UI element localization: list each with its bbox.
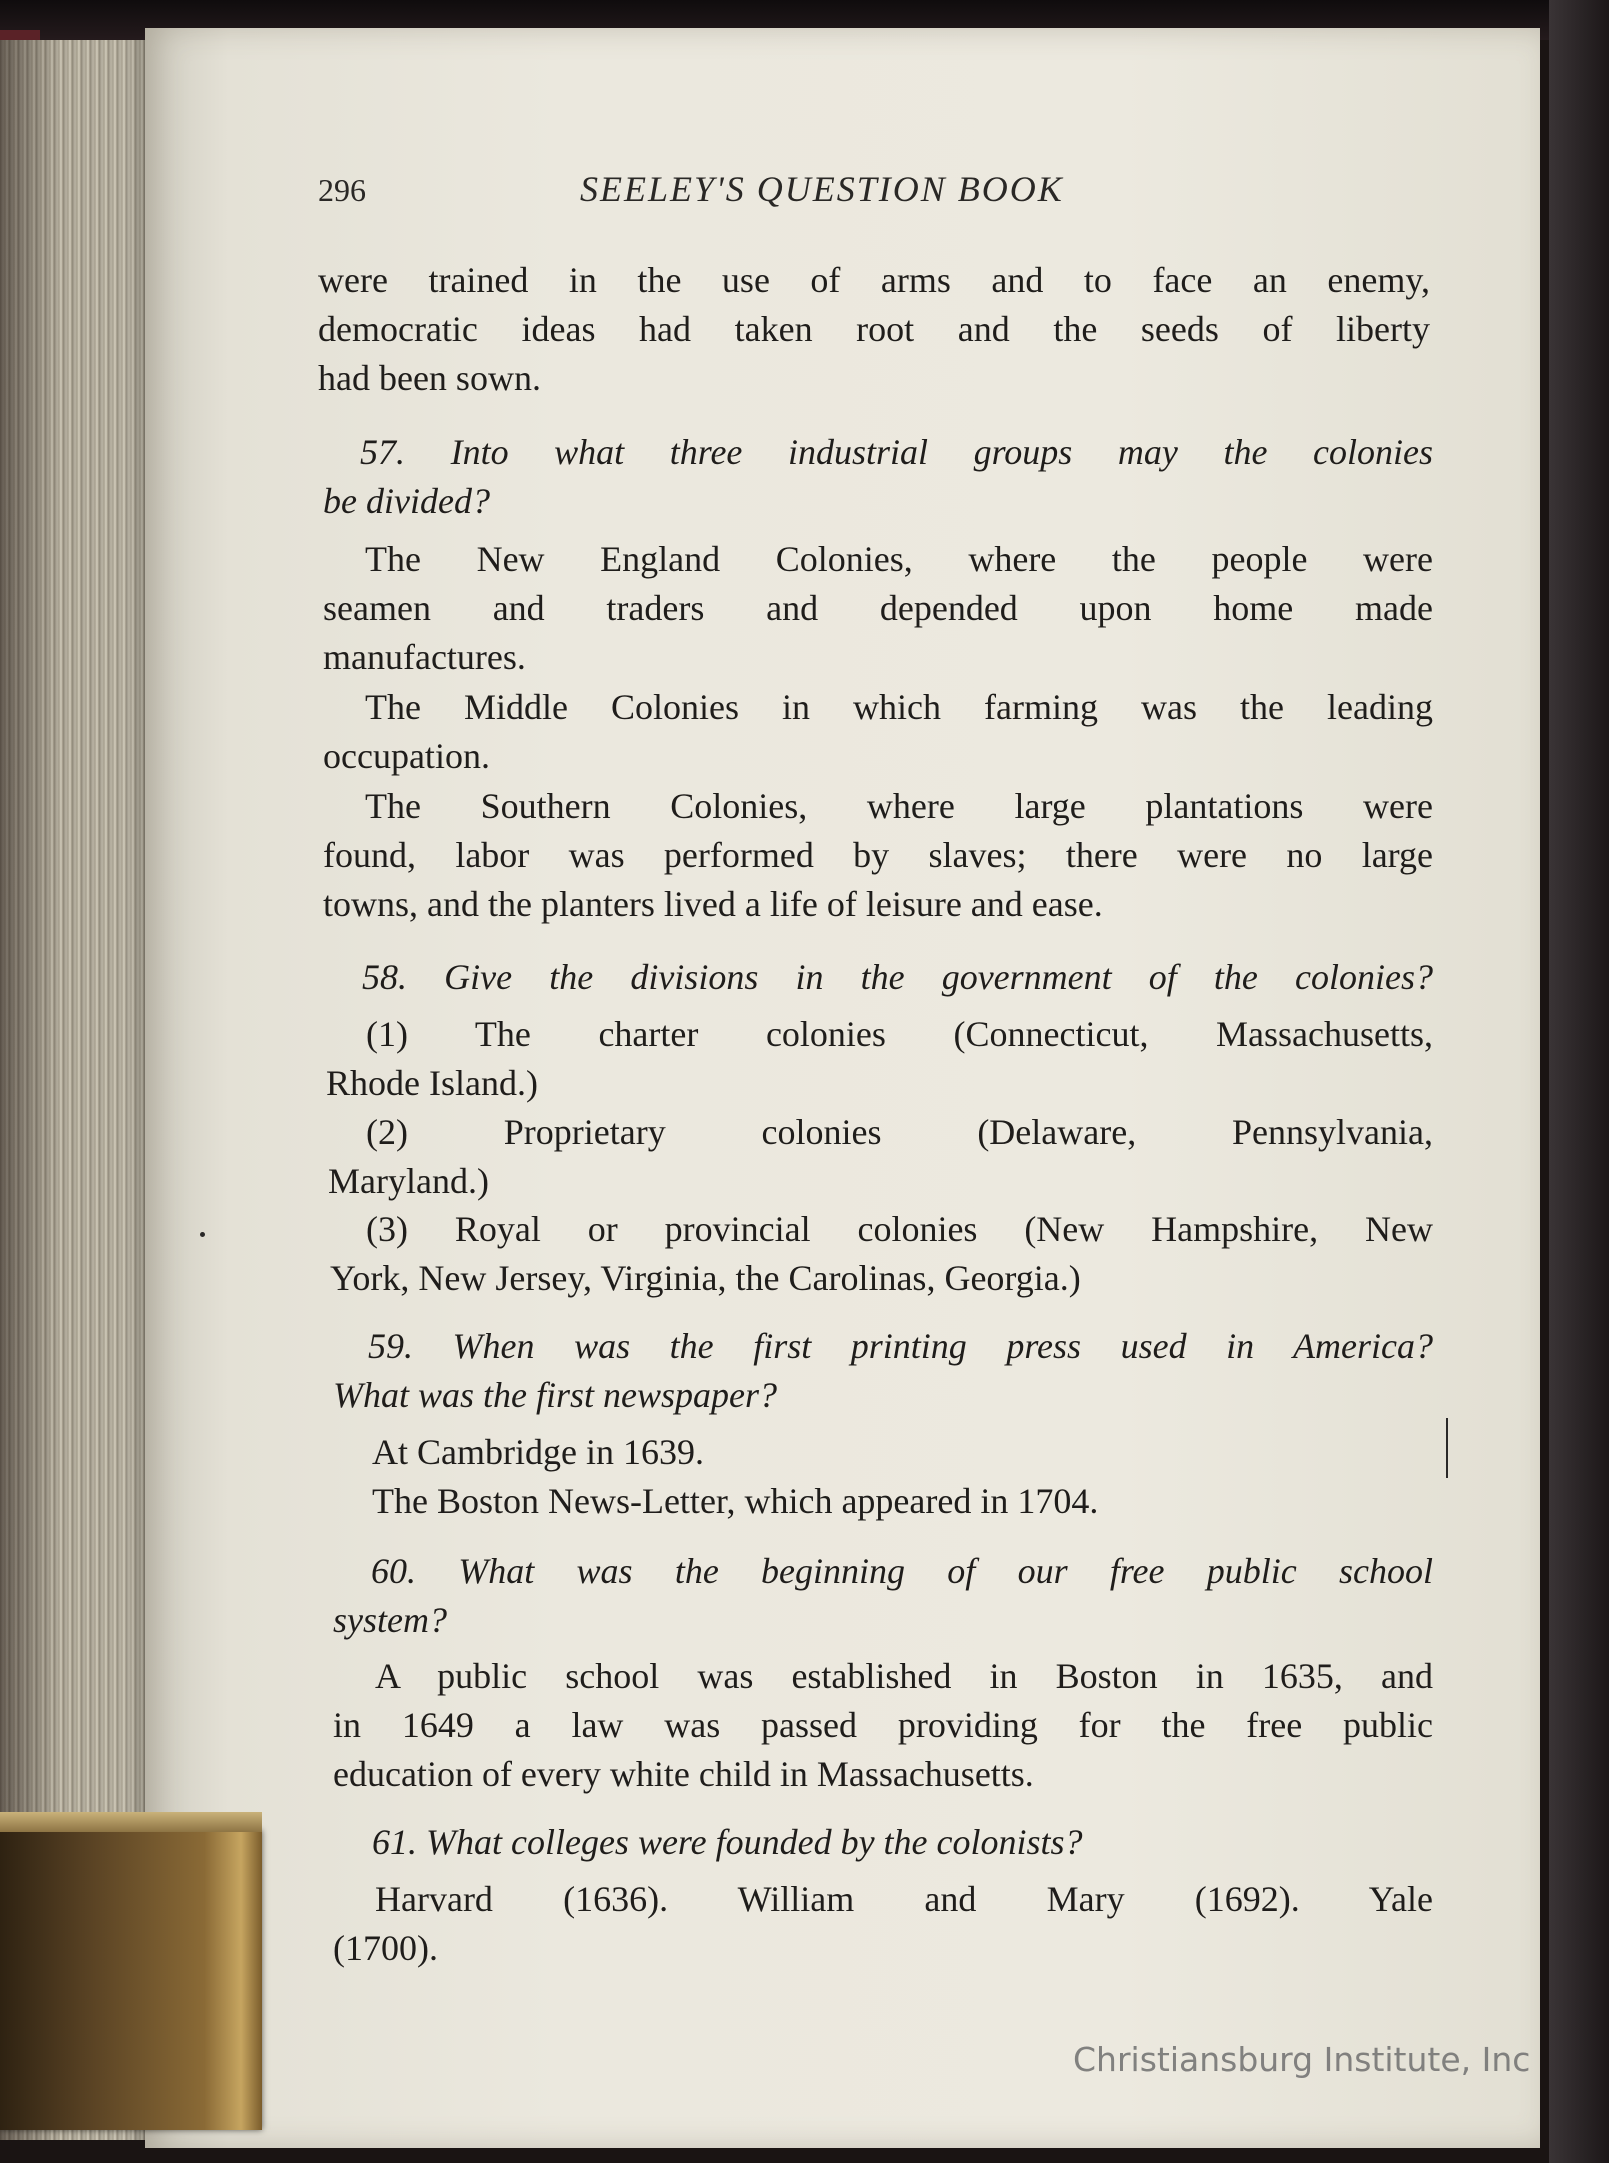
text-line: The New England Colonies, where the people were bbox=[365, 539, 1433, 579]
answer-58-royal bbox=[330, 1205, 1433, 1303]
answer-60 bbox=[333, 1652, 1433, 1799]
margin-mark bbox=[1446, 1418, 1448, 1478]
text-line: education of every white child in Massachusetts. bbox=[333, 1754, 1034, 1794]
text-line: A public school was established in Boston in 1635, and bbox=[375, 1656, 1433, 1696]
text-line: The Southern Colonies, where large plantations were bbox=[365, 786, 1433, 826]
running-header-title: SEELEY'S QUESTION BOOK bbox=[580, 169, 1064, 209]
answer-59-cambridge: At Cambridge in 1639. bbox=[372, 1432, 704, 1472]
text-line: Maryland.) bbox=[328, 1161, 489, 1201]
text-line: towns, and the planters lived a life of leisure and ease. bbox=[323, 884, 1103, 924]
answer-57-southern bbox=[323, 782, 1433, 929]
book-cover-right bbox=[1549, 0, 1609, 2163]
text-line: Rhode Island.) bbox=[326, 1063, 538, 1103]
text-line: (1700). bbox=[333, 1928, 438, 1968]
question-60 bbox=[333, 1547, 1433, 1645]
question-57 bbox=[323, 428, 1433, 526]
watermark-text: Christiansburg Institute, Inc bbox=[1073, 2040, 1531, 2079]
text-line: manufactures. bbox=[323, 637, 526, 677]
gold-bookmark-tab bbox=[0, 1830, 262, 2130]
question-line: 60. What was the beginning of our free public school bbox=[371, 1551, 1433, 1591]
question-line: 57. Into what three industrial groups may the colonies bbox=[360, 432, 1433, 472]
text-line: in 1649 a law was passed providing for the free public bbox=[333, 1705, 1433, 1745]
question-line: 58. Give the divisions in the government of the colonies? bbox=[362, 957, 1433, 997]
text-line: (2) Proprietary colonies (Delaware, Pennsylvania, bbox=[366, 1112, 1433, 1152]
text-line: democratic ideas had taken root and the seeds of liberty bbox=[318, 309, 1430, 349]
text-line: (3) Royal or provincial colonies (New Hampshire, New bbox=[366, 1209, 1433, 1249]
answer-58-proprietary bbox=[328, 1108, 1433, 1206]
question-line: be divided? bbox=[323, 481, 490, 521]
text-line: occupation. bbox=[323, 736, 490, 776]
margin-dot bbox=[200, 1232, 205, 1237]
text-line: were trained in the use of arms and to face an enemy, bbox=[318, 260, 1430, 300]
question-line: What was the first newspaper? bbox=[333, 1375, 778, 1415]
page-number: 296 bbox=[318, 172, 366, 208]
text-line: found, labor was performed by slaves; there were no large bbox=[323, 835, 1433, 875]
text-line: Harvard (1636). William and Mary (1692). Yale bbox=[375, 1879, 1433, 1919]
text-line: had been sown. bbox=[318, 358, 541, 398]
text-line: The Middle Colonies in which farming was the leading bbox=[365, 687, 1433, 727]
question-61: 61. What colleges were founded by the colonists? bbox=[372, 1822, 1083, 1862]
answer-57-new-england bbox=[323, 535, 1433, 682]
text-line: seamen and traders and depended upon home made bbox=[323, 588, 1433, 628]
question-58 bbox=[326, 953, 1433, 1002]
question-line: system? bbox=[333, 1600, 447, 1640]
question-59 bbox=[333, 1322, 1433, 1420]
answer-57-middle bbox=[323, 683, 1433, 781]
continuation-paragraph bbox=[318, 256, 1430, 403]
answer-59-newsletter: The Boston News-Letter, which appeared in 1704. bbox=[372, 1481, 1099, 1521]
answer-61 bbox=[333, 1875, 1433, 1973]
text-line: York, New Jersey, Virginia, the Carolinas, Georgia.) bbox=[330, 1258, 1081, 1298]
text-line: (1) The charter colonies (Connecticut, Massachusetts, bbox=[366, 1014, 1433, 1054]
question-line: 59. When was the first printing press used in America? bbox=[368, 1326, 1433, 1366]
answer-58-charter bbox=[326, 1010, 1433, 1108]
